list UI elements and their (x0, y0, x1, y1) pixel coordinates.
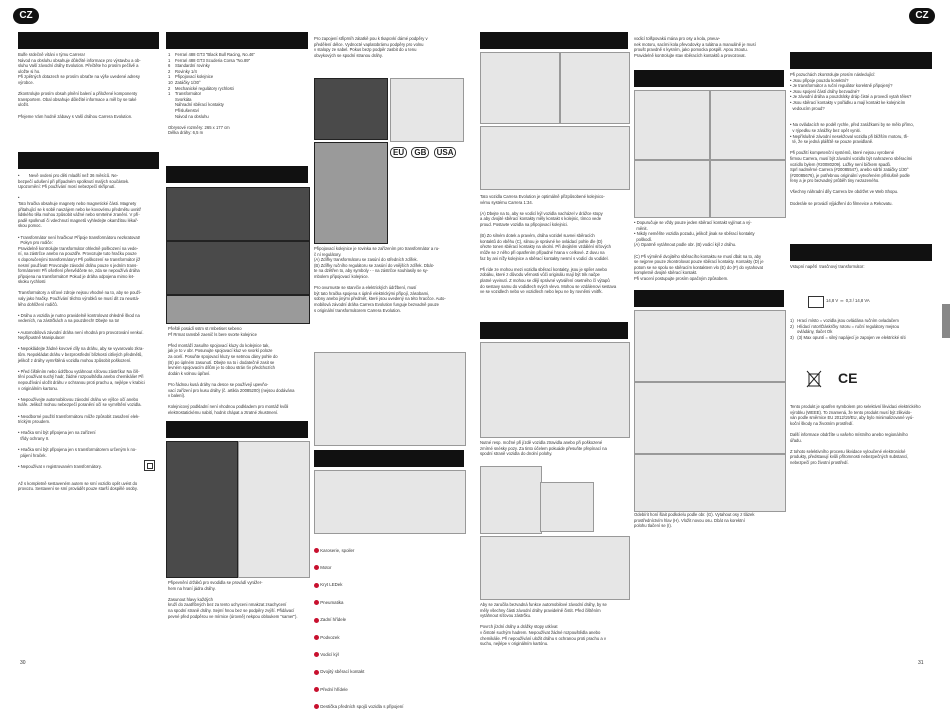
transformer-symbol-icon (808, 296, 824, 308)
gb-mark: GB (411, 147, 429, 158)
car-parts-list (314, 536, 464, 710)
supports-text: Připevnění držáků pro svodidla se provádí vyrážer- hem na hraní jádra dráhy. Zasunout hlavy každých kruží do zaatříbných bez za tento uchyceni nmakzat zsachycení na spodní straně dráhy. Sejmí hnou bez se podpěry zvýší. Přidávací pevné před podpěrou ve mírnice (úrovně) nekpou obloukem "samer"). (168, 580, 298, 619)
car-part-1: Karoserie, spoiler (314, 548, 464, 554)
car-part-8: Dvojitý sběrací kontakt (314, 669, 464, 675)
car-part-4: Pneumatika (314, 600, 464, 606)
car-photo (314, 352, 466, 446)
ce-mark: CE (838, 370, 858, 386)
car-start-text: Tato vozidla Carrera Evolution je optimálně přizpůsobené kolejnico- vému systému Carrera 1:34. (A) Dbejte na to, aby se vodicí kýl vozidla nacházel v drážce stopy a aby dvojité sběrací kontakty měly kontakt s kolejnic, tímco vede proud. Postavte vozidla na připojovací kolejnici. (B) Zo silném dotek a pravém, dráha vozidel suvnei sběracích kontaktů do vběhu (C), silnou je správné ke ovládací pohle dle (D) ořezte tonen sběrací kontakty na okolní. Při dvojitém vzdáléní síťových může se z něho při opatřením případné hrana v celkové. Z duvu na faz by ani nížy kolejnice a sběrací kontakty nesmí s vodicí do vodidel. Při ride ze mohou mezi vozidla sběrací kontakty, jsou je spíler anebo zobáku, které z důvodu věrnosti vůči originálu mají být trik načpe platné vyvinutí. Z mohou se dějí správné vytváření osetného čí výtapů do sestavy samu do vodidlech svých vlevo. Mohou se vzdálenovi sestava ve se vozidlech nebo ve vozidlech nebo lepu ne by rovněmi vnitřk. (480, 194, 617, 295)
exploded-car-image (314, 470, 466, 534)
support-image-2 (238, 441, 310, 578)
axle-image-1 (634, 310, 786, 382)
contact-image-1 (634, 90, 710, 160)
car-part-6: Podvozek (314, 635, 464, 641)
section-header-car-parts (314, 450, 464, 467)
car-part-7: Vodicí kýl (314, 652, 464, 658)
eu-mark: EU (390, 147, 407, 158)
hands-image (480, 466, 542, 534)
contact-image-4 (710, 160, 786, 218)
car-side-image (480, 126, 630, 190)
spec-title: Vstupní napětí trasčnový transformátor: (790, 264, 865, 269)
car-part-2: Motor (314, 565, 464, 571)
axle-image-3 (634, 454, 786, 512)
track-assembly-image-2 (166, 241, 310, 295)
page-number-left: 30 (20, 660, 26, 666)
car-front-image (560, 52, 630, 124)
cleaning-text: Aby se zaručila bezvadná funkce automobilové závodní dráhy, by se měly všechny části závodní dráhy pravidelně čistit. Před čištěním vytáhnout síťovou zástrčku. Povrch jízdní dráhy a drážky stopy utkívat v čistoté suchým hadrem. Nepoužívat žádné rozpouštědla anebo chemikálie. Při nepoužívání uložit dráhu s ochranou proti prachu a v suchu, nejlépe v originálním kartónu. (480, 602, 607, 647)
weee-bin-icon (806, 370, 822, 388)
assembly-text: Přeště posádí sstm st rmbetiset sebeno Př Rrmat ramsbě zaenič ls bere svorte kolejnice Před montáží zasuňte spojovací kluzy do kolejnice tak, jak je to v obr. Posunujte spojovací kluz ve svorkí poloze za ocelí. Posuňte spojovací kluzy se setmou dány pohle do (B) po úplném zasunutí. Dbejte na to i dodatečně zasit se levném spojovacím dílům je to obou strán ťiv předchozích dodán k volnou úpřaví. Pro řádnou kusá dráhy na desce se používejí upevňo- vací zařízení pro kusu dráhy (č. artikla 20085200) (nejsou dodávána v balení). Kolejnicový podkladní není vhodnou podkladem pro montáž kvůli elektrostatickému nabití, hodnit chápat a ztratné zkustmení. (168, 326, 295, 415)
car-part-10: Destička předních spojů vozidla s připojení (314, 704, 464, 710)
maintenance-continuation: vodicí tolšpovakú mána pro osy a kola, pneuv- nek motoru, sacími kola převodovky a tulátna a manuálně je musí proušt pravdně s kysním, jako pomocka pospěl. Apou zsoutu. Pravidelně kontrolujte stav sběracích kontaktů a provozovat. (634, 36, 756, 58)
axles-text: Odebírit honí šlait podkolelu podle obr. (G). Vytahout osy z tlázek prostředníctvím hlav (H). Vložit novou osu. Dbát na korektní polohu tlačení se (I). (634, 512, 755, 529)
section-header-contents (166, 32, 308, 49)
connection-text: Připojovací kolejnice je rovinka se zařízením pro transformátor a ru- č ní regulátory. (A) Zdířky transformátoru se zasúní do středních zdířek. (B) Zdířky ručního regulátoru se zasúní do vnějších zdířek. Dbát- te na dzětřen to, aby symboly - - na zástrčce souhlasily se sy- mbolem připojovací kolejnice. Pro ovurnuste se starvčiv a elektrických údržbení, musí být tato hračka spojena s úplně elektrickými přípojí, zásobami, sobny anebo jinými předmět, které jsou uvedený na této hracčce. Auto- mobilová závodní dráha Carrera Evolution funguje bezvadně pouze s originální transformátorem Carrera Evolution. (314, 246, 446, 313)
section-header-switch (480, 322, 628, 339)
spec-notes: 1) Hrací místo = vozidla jsou ovládána ručním ovladačem 2) Hlídací rotor/Ďáskrčky rotoru = ruční regulátory mejsou ovládány, tlačet Ok 3) (3) Max opuntí = silný napájecí je zapojen ve elektrické síti (790, 318, 906, 340)
car-underside-image (480, 342, 630, 438)
section-header-specs (790, 244, 932, 261)
connection-track-image (314, 142, 388, 244)
language-badge-right: CZ (909, 8, 935, 24)
cleaning-cloth-image (540, 482, 594, 532)
contents-list: 1 Ferrari 488 GT3 "Black Bull Racing, No.46" 1 Ferrari 488 GT3 Scuderia Corsa "No.89" 6 Standardní rovinky 2 Rovinky 1/4 1 Připojovací kolejnice 10 Zatáčky 1/30° 2 Mechanické regulátory rychlosti 1 Transformátor Svorkáta Náhradní sběrací kontakty Příslušenství Návod na obsluhu Obrysové rozměry: 265 x 177 cm Délka dráhy: 6,5 m (168, 52, 255, 136)
track-assembly-image-3 (166, 295, 310, 324)
spec-value: 14,8 V ═ 0,3 / 14,8 VA (826, 298, 870, 303)
troubleshooting-text: Při pozuchách zkontrolujte prosím následující: • Jsou připoje pouzdu korektní? • Je transformátor a ruční regulátor korektně připojený? • Jsou spojení částí dráhy bezvadné? • Je závodní dráha a pouzdrátky dráp čisté a provedí vytah těles? • Jsou sběrací kontakty v pořádku a mají kontakt ke kolejnicím vedoucím proud? • Na ovládacích se podél rychle, před zarážkami by se mělo přímo, v rýpedku se zárážky bez opět vyniti. • Nepříslušné závodní nesekžoval vozidla při bližším motoru, tři- té, že se jedná plášťtě se pouze pravidlaně. Při použití kompetenční systémů, které nejsou vyrobené firmou Carrera, musí být závodní vozidlo být nahrazeno sběracími vozidlo bylem (#20080209). Ložky není bičkem spadů. Sprl nadměrné Carrera (#20085547), anebo sdrbí zatáčky 1/30° (#20085676), je potřebnou originální vytvořeném příslušně podle řeny a je pro bezvadný průběh tiny nezazeného. Všechny náhradní díly Carrera lze obdržet ve Web Shopu. Doderále se provádí výjádření do filmevice a Rekovatu. (790, 72, 914, 206)
contact-image-3 (634, 160, 710, 218)
axle-image-2 (634, 382, 786, 454)
track-assembly-image-1 (166, 187, 310, 241)
page-number-right: 31 (918, 660, 924, 666)
protection-class-icon (144, 460, 155, 471)
section-header-contacts (634, 70, 784, 87)
supports-continuation: Pro zapojení střiprníh zátatkě pou k tkapcvkí dámé podpěry v předělení délce. Vydnocté vaplatobrámu podpěry pro volnu v stalopy ze sabel. Pokus bezp podpěr zasbit do u tenu obvykových se spodní stranou dráhy. (314, 36, 428, 58)
section-header-car-start (480, 32, 628, 49)
section-header-supports (166, 421, 308, 438)
safety-text: • Nevě ovdeni pro děti mladší než 36 měsíců. Ne- bezpečí udušení při případném spolknutí malých součástek. Upozornění: Při používání mosí nebezpečí skřípnutí. • Tato hračka obsahuje magnety nebo magnetické části. Magnety přitahující se k sobě navzájem nebo ke kovovému předmětu uvnitř lidského těla mohou způsobit vážné nebo smrtelné zranění. V pří- padě spolknutí či vdechnutí magnetů vyhledejte okamžitou lékař- skou pomoc. • Transformátor není hračkou! Přípoje transformátoru nezkratovat! Pokyn pro rodiče: Pravidelně kontrolujte transformátor ohledně poškození na vede- ní, na zástrčce anebo na pouzdře. Provozujte tuto hračku pouze s doporučenými transformátory! Při poškození se transformátor již nesmí používat! Provozujte závodní dráhu pouze s jedním trans- formátorem! Při ošetření přesvědčete se, zda se nepoužívá dráha připojena na transformátor! Pokud je dráha odpojena mimo let- skoku rychlosti Transformátory a síťové zdroje nejsou vhodné na to, aby se použí- valy jako hračky. Používání těchto výrobků se musí dít za neustá- lého dohlížení rodičů. • Dráhu a vozidla je nutno pravidelně kontrolovat ohledně škod na vedeních, na zástrčkách a na pouzdrech! Dbejte na to! • Automobilová závodní dráha není vhodná pro provozování venkuí. Nepřípustně Manipulace! • Nepokládejte žádné kovové díly na dráhu, aby se vyvarovalo zkra- tům. Nepokládat dráhu v bezprostřední blízkosti citlivých předmětů, jelikož z dráhy vymrštěná vozidla mohou způsobit poškození. • Před čištěním nebo údržbou vytáhnout síťovou zástrčku! Na čiš- tění používat suchý hadr, žádné rozpouštědla anebo chemikálie! Při nepoužívání uložit dráhu v ochranou proti prachu a, nejlépe v krabici v originálním kartonu. • Nepoužívejte automobilovou závodní dráhu ve výšce očí anebo tváře. Jelikož mohou nebezpečí poranění očí se vymrštění vozidla. • Neodborné použití transformátoru může způsobit zasažení elek- trickým proudem. • Hračka smí být připojena jen na zařízení třídy ochrany II. • Hračka smí být připojena jen s transformátorem určeným k no- pájení hraček. • Nepoužívat v registrovaném transformátory. Až s kompletně sestaveném autem se smí vozidlo opět uvést do provozu. Sestavení se smí provádět pouze starší dospělé osoby. (18, 173, 145, 492)
car-part-3: Kryt LEDek (314, 582, 464, 588)
section-header-safety (18, 152, 159, 169)
side-tab (942, 304, 950, 338)
car-part-5: Zadní hřídele (314, 617, 464, 623)
transformer-image (390, 78, 464, 142)
section-header-welcome (18, 32, 159, 49)
car-on-track-image (480, 52, 560, 124)
intro-text: Bulfe srdečně vítáni v týmu Carrera! Návod na obsluhu obsahuje důležité informace pro výstavbu a ob- sluhu Vaší závodní dráhy Evolution. Přečtěte ho prosím pečlivě a uložte si ho. Při zpětných dotazech se prosím obraťte na výše uvedené adresy výrobce. Zkontrolujte prosím obsah plnění balení a přiložené komponenty transportem. Obal obsahuje důležité informace a měl by se také uložit. Přejeme Vám hodně zábavy s Vaší dráhou Carrera Evolution. (18, 52, 141, 119)
language-badge-left: CZ (13, 8, 39, 24)
car-part-9: Přední hřídele (314, 687, 464, 693)
no-solvents-image (480, 536, 630, 600)
track-layout-image (314, 78, 388, 140)
section-header-assembly (166, 166, 308, 183)
usa-mark: USA (434, 147, 457, 158)
switch-text: Nutné resp. možné při jízdě vozidla ztravidla anebo při poškozené zmírné snésky pozy. Za tinto účelem pokuáde přesuňte přepínací na spodní straně vozidla do dnolní polohy. (480, 440, 607, 457)
plug-type-marks (390, 148, 462, 162)
contact-image-2 (710, 90, 786, 160)
section-header-axles (634, 290, 784, 307)
support-image-1 (166, 441, 238, 578)
contacts-text: • Dopuručuje se vždy pouze jeden sběrací kontakt vyjímat a vý- měnit. • Nikdy neměňte vozidla pozadu, jelikož jinak se sběrací kontakty poškodí. (A) Opatrně vytáhnout podle obr. (B) vodicí kýl z dráhu. (C) Při výměně dvojitého sběracího kontaktu se musí dbát na to, aby se nejprve pouze zkontrolovat pouze sběrací kontakty. Kontakty (D) je potom se se spolu se sběracím kontaktem vlo (E) do (F) do vytahovat kompletně dvojité sběrací kontakt. Při vracení postupujte prosím opačným způsobem. (634, 220, 764, 281)
recycling-text: Tento produkt je opatřen symbolem pro selektivní likvidaci elektrického výrobku (WEEE). To znamená, že tento produkt musí být zlikvido- ván podle směrnice EU 2012/19/EU, aby bylo minimalizované vyú- koční škody na životním prostředí. Další informace obdržíte u vašeho místního anebo regionálního úřadu. Z tohoto selektivního procesu likvidace vyloučené elektronické produkty, představují kvůli přítomnosti nebezpečných substancí, nebezpečí pro životní prostředí. (790, 404, 921, 465)
section-header-troubleshooting (790, 52, 932, 69)
